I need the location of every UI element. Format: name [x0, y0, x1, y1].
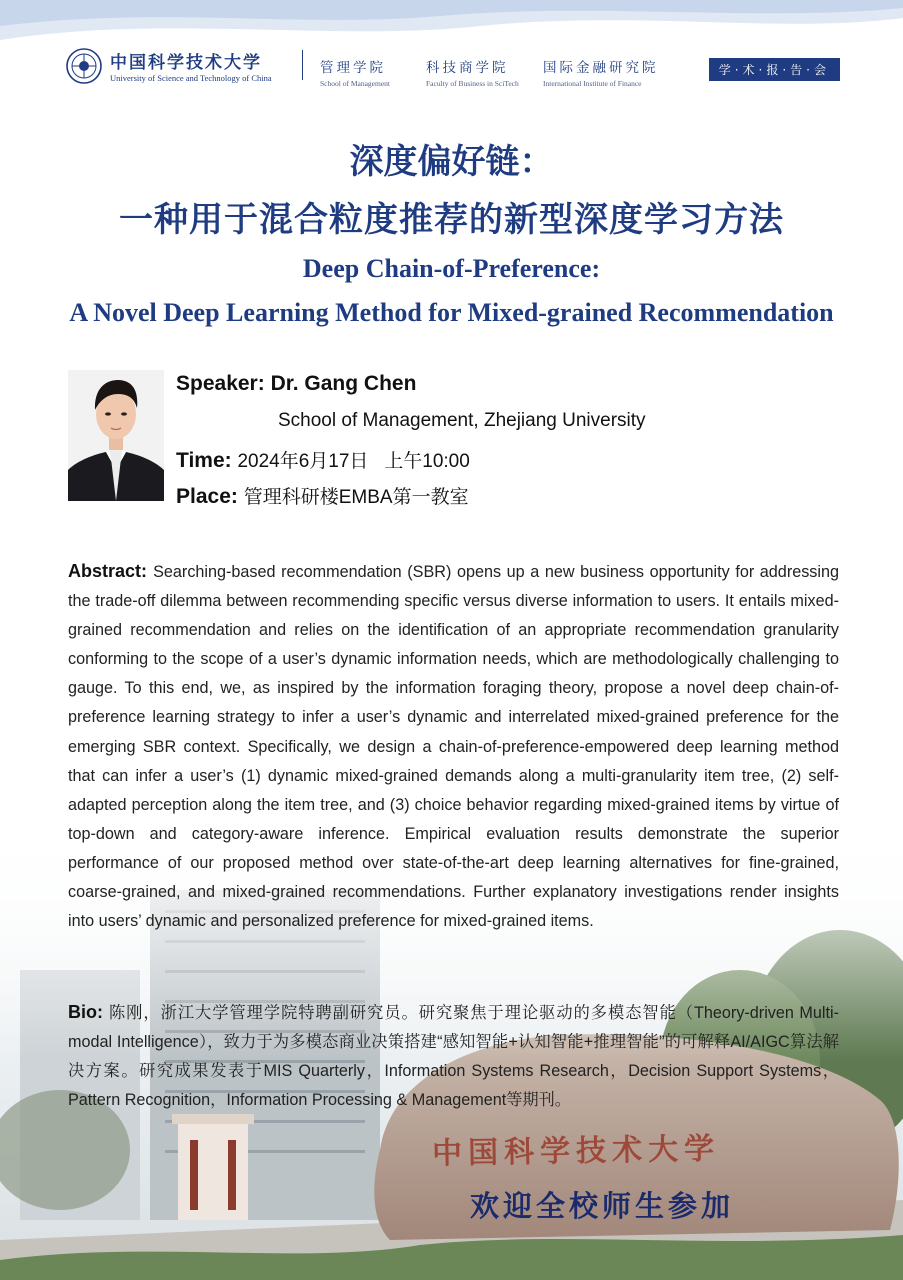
speaker-photo	[68, 370, 164, 501]
title-cn-line2: 一种用于混合粒度推荐的新型深度学习方法	[119, 200, 784, 240]
title-en-line1: Deep Chain-of-Preference:	[302, 254, 601, 283]
university-name-cn: 中国科学技术大学	[110, 53, 262, 73]
speaker-label: Speaker:	[176, 372, 271, 395]
speaker-affiliation: School of Management, Zhejiang University	[278, 410, 646, 431]
bio-text: 陈刚，浙江大学管理学院特聘副研究员。研究聚焦于理论驱动的多模态智能（Theory-driven Multi-modal Intelligence），致力于为多模态商业决策搭建“感知智能+认知智能+推理智能”的可解释AI/AIGC算法解决方案。研究成果发表于MIS Quarterly，Information Systems Research，Decision Support Systems，Pattern Recognition，Information Processing & Management等期刊。	[68, 1004, 839, 1109]
rock-inscription: 中国科学技术大学	[431, 1131, 721, 1172]
bio-section	[68, 998, 839, 1115]
abstract-text: Searching-based recommendation (SBR) opens up a new business opportunity for addressing the trade-off dilemma between recommending specific versus diverse information to users. It entails mixed-grained recommendation and relies on the identification of an appropriate recommendation granularity conforming to the scope of a user’s dynamic information needs, which are methodologically challenging to gauge. To this end, we, as inspired by the information foraging theory, propose a novel deep chain-of-preference learning strategy to infer a user’s dynamic and interrelated mixed-grained preference for the emerging SBR context. Specifically, we design a chain-of-preference-empowered deep learning method that can infer a user’s (1) dynamic mixed-grained demands along a multi-granularity item tree, (2) self-adapted perception along the item tree, and (3) choice behavior regarding mixed-grained items by virtue of top-down and category-aware inference. Empirical evaluation results demonstrate the superior performance of our proposed method over state-of-the-art deep learning alternatives for fine-grained, coarse-grained, and mixed-grained recommendations. Further explanatory investigations render insights into users’ dynamic and personalized preference for mixed-grained items.	[68, 563, 839, 931]
abstract-section	[68, 557, 839, 936]
academic-lecture-badge: 学·术·报·告·会	[709, 58, 840, 81]
place-label: Place:	[176, 485, 244, 508]
speaker-line	[176, 372, 416, 396]
title-cn-line1: 深度偏好链：	[349, 142, 554, 182]
school-name-en: Faculty of Business in SciTech	[426, 79, 519, 88]
school-name-en: International Institute of Finance	[543, 79, 642, 88]
university-name-en: University of Science and Technology of China	[110, 73, 272, 83]
speaker-name: Dr. Gang Chen	[270, 372, 417, 395]
abstract-label: Abstract:	[68, 561, 154, 581]
ustc-seal-icon	[66, 48, 102, 84]
school-name-en: School of Management	[320, 79, 390, 88]
place-line	[176, 482, 469, 509]
school-business-scitech	[426, 56, 519, 88]
school-international-finance	[543, 56, 659, 88]
welcome-message: 欢迎全校师生参加	[470, 1189, 735, 1223]
time-value: 2024年6月17日 上午10:00	[237, 451, 470, 472]
school-name-cn: 管理学院	[320, 60, 386, 76]
time-label: Time:	[176, 449, 238, 472]
bio-label: Bio:	[68, 1002, 110, 1022]
school-name-cn: 科技商学院	[426, 60, 509, 76]
header	[66, 44, 846, 90]
time-line	[176, 446, 470, 473]
title-en-line2: A Novel Deep Learning Method for Mixed-grained Recommendation	[69, 298, 834, 327]
school-name-cn: 国际金融研究院	[543, 60, 659, 76]
header-divider	[302, 50, 303, 80]
place-value: 管理科研楼EMBA第一教室	[243, 487, 469, 508]
school-management	[320, 56, 390, 88]
